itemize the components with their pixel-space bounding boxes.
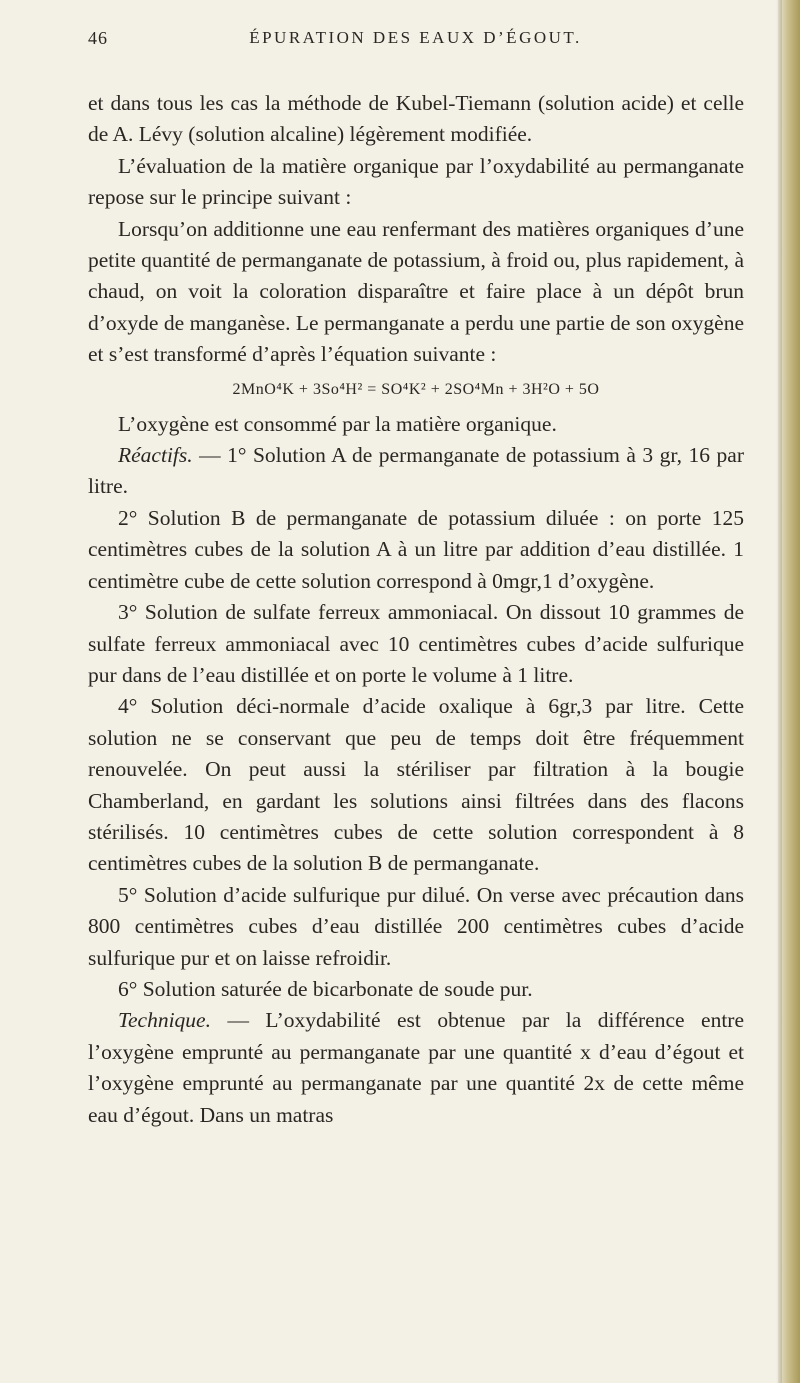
page-number: 46: [88, 28, 108, 48]
paragraph: et dans tous les cas la méthode de Kubel-Tiemann (solution acide) et celle de A. Lévy (solution alcaline) légèrement modifiée.: [88, 91, 744, 147]
paragraph: L’évaluation de la matière organique par l’oxydabilité au permanganate repose sur le principe suivant :: [88, 153, 744, 210]
paragraph: L’oxygène est consommé par la matière organique.: [118, 411, 557, 436]
body-text: [88, 88, 744, 1131]
paragraph: 2° Solution B de permanganate de potassium diluée : on porte 125 centimètres cubes de la solution A à un litre par addition d’eau distillée. 1 centimètre cube de cette solution correspond à 0mgr,1 d’oxygène.: [88, 505, 744, 593]
reagents-text: — 1° Solution A de permanganate de potassium à 3 gr, 16 par litre.: [88, 443, 744, 499]
paragraph: 3° Solution de sulfate ferreux ammoniacal. On dissout 10 grammes de sulfate ferreux ammoniacal avec 10 centimètres cubes d’acide sulfurique pur dans de l’eau distillée et on porte le volume à 1 litre.: [88, 600, 744, 687]
paragraph: Lorsqu’on additionne une eau renfermant des matières organiques d’une petite quantité de permanganate de potassium, à froid ou, plus rapidement, à chaud, on voit la coloration disparaître et faire place à un dépôt brun d’oxyde de manganèse. Le permanganate a perdu une partie de son oxygène et s’est transformé d’après l’équation suivante :: [88, 216, 744, 367]
technique-text: — L’oxydabilité est obtenue par la différence entre l’oxygène emprunté au permanganate par une quantité x d’eau d’égout et l’oxygène emprunté au permanganate par une quantité 2x de cette même eau d’égout. Dans un matras: [88, 1008, 744, 1127]
technique-label: Technique.: [118, 1008, 211, 1033]
paragraph-reagents: [88, 440, 744, 503]
running-title: ÉPURATION DES EAUX D’ÉGOUT.: [249, 28, 582, 47]
running-head: [88, 28, 743, 58]
paragraph-technique: [88, 1005, 744, 1131]
paragraph: 6° Solution saturée de bicarbonate de soude pur.: [118, 976, 533, 1001]
paragraph: 5° Solution d’acide sulfurique pur dilué. On verse avec précaution dans 800 centimètres cubes d’eau distillée 200 centimètres cubes d’acide sulfurique pur et on laisse refroidir.: [88, 882, 744, 970]
paragraph: 4° Solution déci-normale d’acide oxalique à 6gr,3 par litre. Cette solution ne se conservant que peu de temps doit être fréquemment renouvelée. On peut aussi la stériliser par filtration à la bougie Chamberland, en gardant les solutions ainsi filtrées dans des flacons stérilisés. 10 centimètres cubes de cette solution correspondent à 8 centimètres cubes de la solution B de permanganate.: [88, 694, 744, 876]
chemical-equation: 2MnO⁴K + 3So⁴H² = SO⁴K² + 2SO⁴Mn + 3H²O + 5O: [232, 380, 600, 398]
reagents-label: Réactifs.: [118, 443, 193, 468]
page-edge-shadow: [776, 0, 782, 1383]
